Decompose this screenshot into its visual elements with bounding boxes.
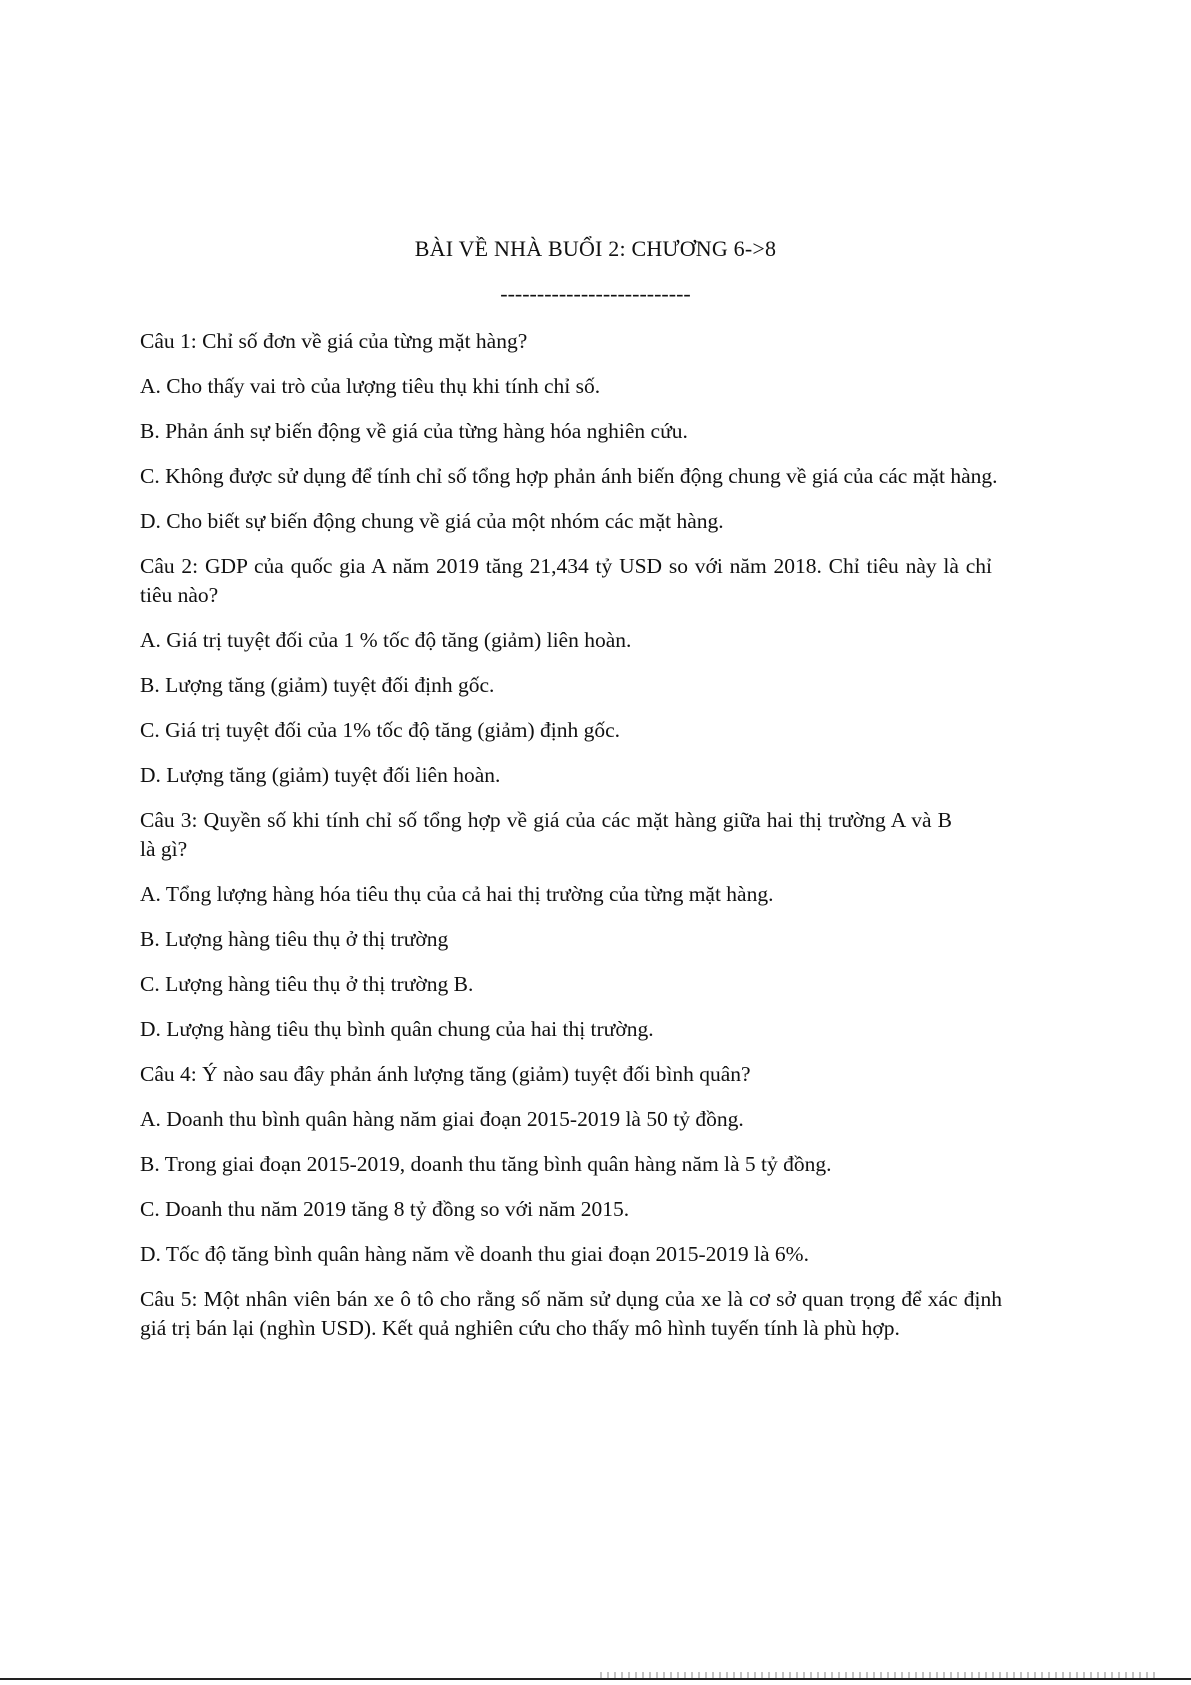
question-3-option-a: A. Tổng lượng hàng hóa tiêu thụ của cả hai thị trường của từng mặt hàng. <box>140 882 774 906</box>
questions-list <box>140 327 1052 1359</box>
question-2-option-c: C. Giá trị tuyệt đối của 1% tốc độ tăng (giảm) định gốc. <box>140 718 621 742</box>
question-3-option-d: D. Lượng hàng tiêu thụ bình quân chung của hai thị trường. <box>140 1017 654 1041</box>
question-1-option-c: C. Không được sử dụng để tính chỉ số tổng hợp phản ánh biến động chung về giá của các mặt hàng. <box>140 464 998 488</box>
question-1-option-a: A. Cho thấy vai trò của lượng tiêu thụ khi tính chỉ số. <box>140 374 601 398</box>
question-2-option-d: D. Lượng tăng (giảm) tuyệt đối liên hoàn. <box>140 763 501 787</box>
question-2: Câu 2: GDP của quốc gia A năm 2019 tăng 21,434 tỷ USD so với năm 2018. Chỉ tiêu này là chỉ tiêu nào? <box>140 554 992 607</box>
question-2-option-b: B. Lượng tăng (giảm) tuyệt đối định gốc. <box>140 673 495 697</box>
title-divider: -------------------------- <box>500 281 691 306</box>
question-2-option-a: A. Giá trị tuyệt đối của 1 % tốc độ tăng (giảm) liên hoàn. <box>140 628 632 652</box>
question-4-option-c: C. Doanh thu năm 2019 tăng 8 tỷ đồng so với năm 2015. <box>140 1197 630 1221</box>
question-1-option-d: D. Cho biết sự biến động chung về giá của một nhóm các mặt hàng. <box>140 509 724 533</box>
question-4-option-b: B. Trong giai đoạn 2015-2019, doanh thu tăng bình quân hàng năm là 5 tỷ đồng. <box>140 1152 832 1176</box>
question-1-option-b: B. Phản ánh sự biến động về giá của từng hàng hóa nghiên cứu. <box>140 419 688 443</box>
question-1: Câu 1: Chỉ số đơn về giá của từng mặt hàng? <box>140 329 528 353</box>
question-4-option-d: D. Tốc độ tăng bình quân hàng năm về doanh thu giai đoạn 2015-2019 là 6%. <box>140 1242 809 1266</box>
document-title: BÀI VỀ NHÀ BUỔI 2: CHƯƠNG 6->8 <box>414 236 777 261</box>
question-4-option-a: A. Doanh thu bình quân hàng năm giai đoạn 2015-2019 là 50 tỷ đồng. <box>140 1107 744 1131</box>
question-3: Câu 3: Quyền số khi tính chỉ số tổng hợp về giá của các mặt hàng giữa hai thị trường A và B là gì? <box>140 808 952 861</box>
question-3-option-b: B. Lượng hàng tiêu thụ ở thị trường <box>140 927 449 951</box>
question-5: Câu 5: Một nhân viên bán xe ô tô cho rằng số năm sử dụng của xe là cơ sở quan trọng để xác định giá trị bán lại (nghìn USD). Kết quả nghiên cứu cho thấy mô hình tuyến tính là phù hợp. <box>140 1287 1002 1340</box>
bottom-rule <box>0 1678 1191 1680</box>
question-4: Câu 4: Ý nào sau đây phản ánh lượng tăng (giảm) tuyệt đối bình quân? <box>140 1062 751 1086</box>
question-3-option-c: C. Lượng hàng tiêu thụ ở thị trường B. <box>140 972 474 996</box>
